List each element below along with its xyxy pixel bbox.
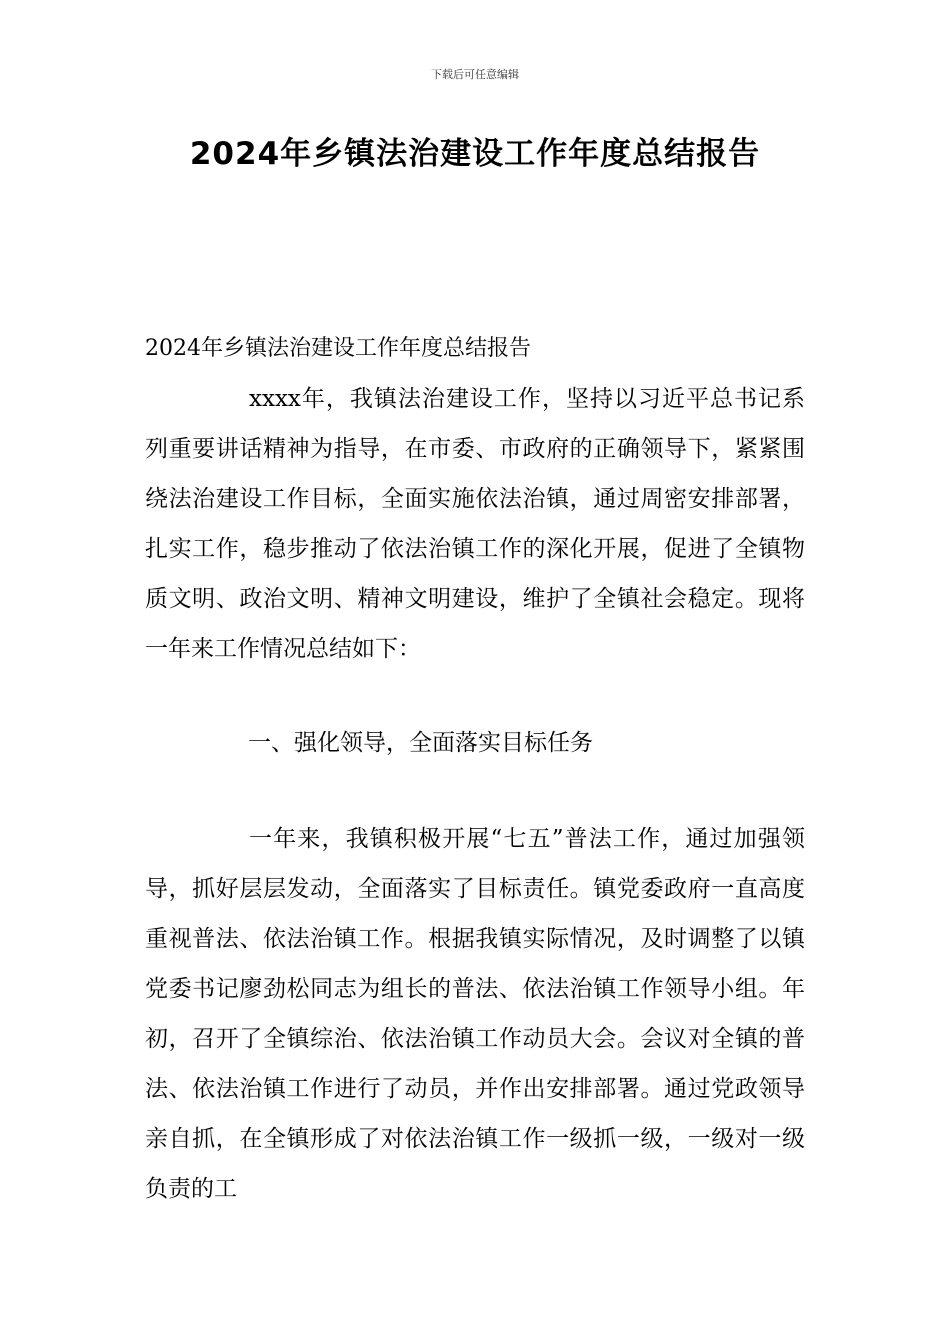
document-subtitle: 2024年乡镇法治建设工作年度总结报告 [145,336,531,361]
intro-paragraph: xxxx年，我镇法治建设工作，坚持以习近平总书记系列重要讲话精神为指导，在市委、市政府的正确领导下，紧紧围绕法治建设工作目标，全面实施依法治镇，通过周密安排部署，扎实工作，稳步推动了依法治镇工作的深化开展，促进了全镇物质文明、政治文明、精神文明建设，维护了全镇社会稳定。现将一年来工作情况总结如下： [145,386,805,662]
header-note: 下载后可任意编辑 [431,68,519,81]
section-1-heading: 一、强化领导，全面落实目标任务 [248,730,593,756]
section-1-paragraph: 一年来，我镇积极开展“七五”普法工作，通过加强领导，抓好层层发动，全面落实了目标责任。镇党委政府一直高度重视普法、依法治镇工作。根据我镇实际情况，及时调整了以镇党委书记廖劲松同志为组长的普法、依法治镇工作领导小组。年初，召开了全镇综治、依法治镇工作动员大会。会议对全镇的普法、依法治镇工作进行了动员，并作出安排部署。通过党政领导亲自抓，在全镇形成了对依法治镇工作一级抓一级，一级对一级负责的工 [145,826,805,1202]
document-title: 2024年乡镇法治建设工作年度总结报告 [189,136,761,172]
document-body [145,332,805,1214]
